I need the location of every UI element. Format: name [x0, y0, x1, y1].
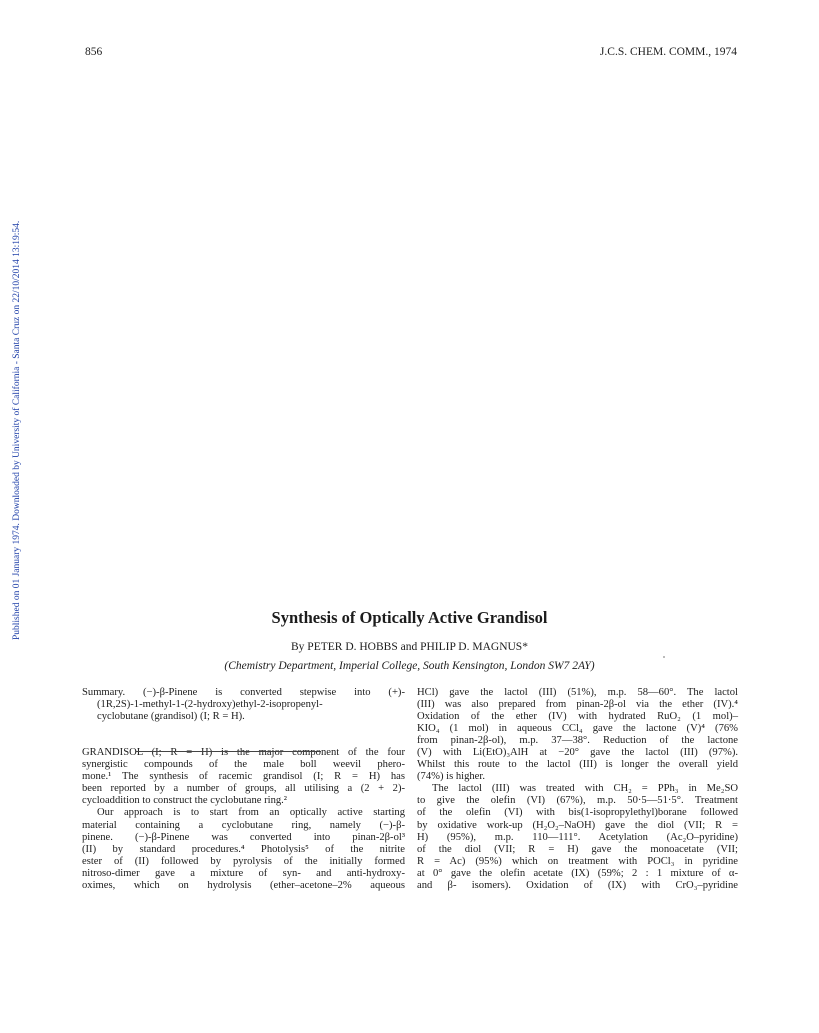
body-line: nitroso-dimer gave a mixture of syn- and anti-hydroxy-	[82, 867, 405, 879]
body-line: synergistic compounds of the male boll weevil phero-	[82, 759, 405, 771]
body-line: Oxidation of the ether (IV) with hydrated RuO₂ (1 mol)–	[417, 711, 738, 723]
body-line: by oxidative work-up (H₂O₂–NaOH) gave the diol (VII; R =	[417, 819, 738, 831]
body-line: mone.¹ The synthesis of racemic grandisol (I; R = H) has	[82, 771, 405, 783]
body-line: of the olefin (VI) with bis(1-isopropylethyl)borane followed	[417, 807, 738, 819]
body-line: been reported by a number of groups, all utilising a (2 + 2)-	[82, 783, 405, 795]
summary-line: Summary. (−)-β-Pinene is converted stepwise into (+)-	[82, 687, 405, 698]
body-line: from pinan-2β-ol), m.p. 37—38°. Reduction of the lactone	[417, 735, 738, 747]
section-divider	[136, 751, 321, 752]
body-line: pinene. (−)-β-Pinene was converted into pinan-2β-ol³	[82, 831, 405, 843]
speck-mark	[663, 656, 665, 658]
article-authors: By PETER D. HOBBS and PHILIP D. MAGNUS*	[291, 641, 528, 653]
summary-line: cyclobutane (grandisol) (I; R = H).	[97, 711, 245, 723]
body-line: HCl) gave the lactol (III) (51%), m.p. 58—60°. The lactol	[417, 687, 738, 698]
body-line: cycloaddition to construct the cyclobutane ring.²	[82, 795, 287, 807]
right-column	[417, 687, 738, 892]
body-line: Whilst this route to the lactol (III) is longer the overall yield	[417, 759, 738, 771]
summary-line: (1R,2S)-1-methyl-1-(2-hydroxy)ethyl-2-isopropenyl-	[97, 699, 323, 711]
body-line: material containing a cyclobutane ring, namely (−)-β-	[82, 819, 405, 831]
body-line: R = Ac) (95%) which on treatment with POCl₃ in pyridine	[417, 855, 738, 867]
left-column	[82, 687, 405, 892]
body-line: The lactol (III) was treated with CH₂ = PPh₃ in Me₂SO	[432, 783, 738, 795]
body-line: to give the olefin (VI) (67%), m.p. 50·5—51·5°. Treatment	[417, 795, 738, 807]
page-number: 856	[85, 46, 103, 58]
body-line: KIO₄ (1 mol) in aqueous CCl₄ gave the lactone (V)⁴ (76%	[417, 723, 738, 735]
body-line: at 0° gave the olefin acetate (IX) (59%; 2 : 1 mixture of α-	[417, 867, 738, 879]
body-line: (V) with Li(EtO)₃AlH at −20° gave the lactol (III) (97%).	[417, 747, 738, 759]
body-line: (II) by standard procedures.⁴ Photolysis⁵ of the nitrite	[82, 843, 405, 855]
body-line: GRANDISOL (I; R = H) is the major component of the four	[82, 747, 405, 759]
body-line: of the diol (VII; R = H) gave the monoacetate (VII;	[417, 843, 738, 855]
body-line: ester of (II) followed by pyrolysis of the initially formed	[82, 855, 405, 867]
body-line: (III) was also prepared from pinan-2β-ol via the ether (IV).⁴	[417, 699, 738, 711]
body-line: H) (95%), m.p. 110—111°. Acetylation (Ac₂O–pyridine)	[417, 831, 738, 843]
body-line: and β- isomers). Oxidation of (IX) with CrO₃–pyridine	[417, 879, 738, 891]
journal-header: J.C.S. CHEM. COMM., 1974	[599, 46, 737, 58]
author-affiliation: (Chemistry Department, Imperial College, South Kensington, London SW7 2AY)	[224, 660, 595, 672]
article-title: Synthesis of Optically Active Grandisol	[271, 608, 548, 627]
download-notice-text[interactable]: Published on 01 January 1974. Downloaded by University of California - Santa Cruz on 22/10/2014 13:19:54.	[12, 220, 22, 640]
body-line: oximes, which on hydrolysis (ether–acetone–2% aqueous	[82, 879, 405, 891]
body-line: (74%) is higher.	[417, 771, 485, 783]
body-line: Our approach is to start from an optically active starting	[97, 807, 405, 819]
